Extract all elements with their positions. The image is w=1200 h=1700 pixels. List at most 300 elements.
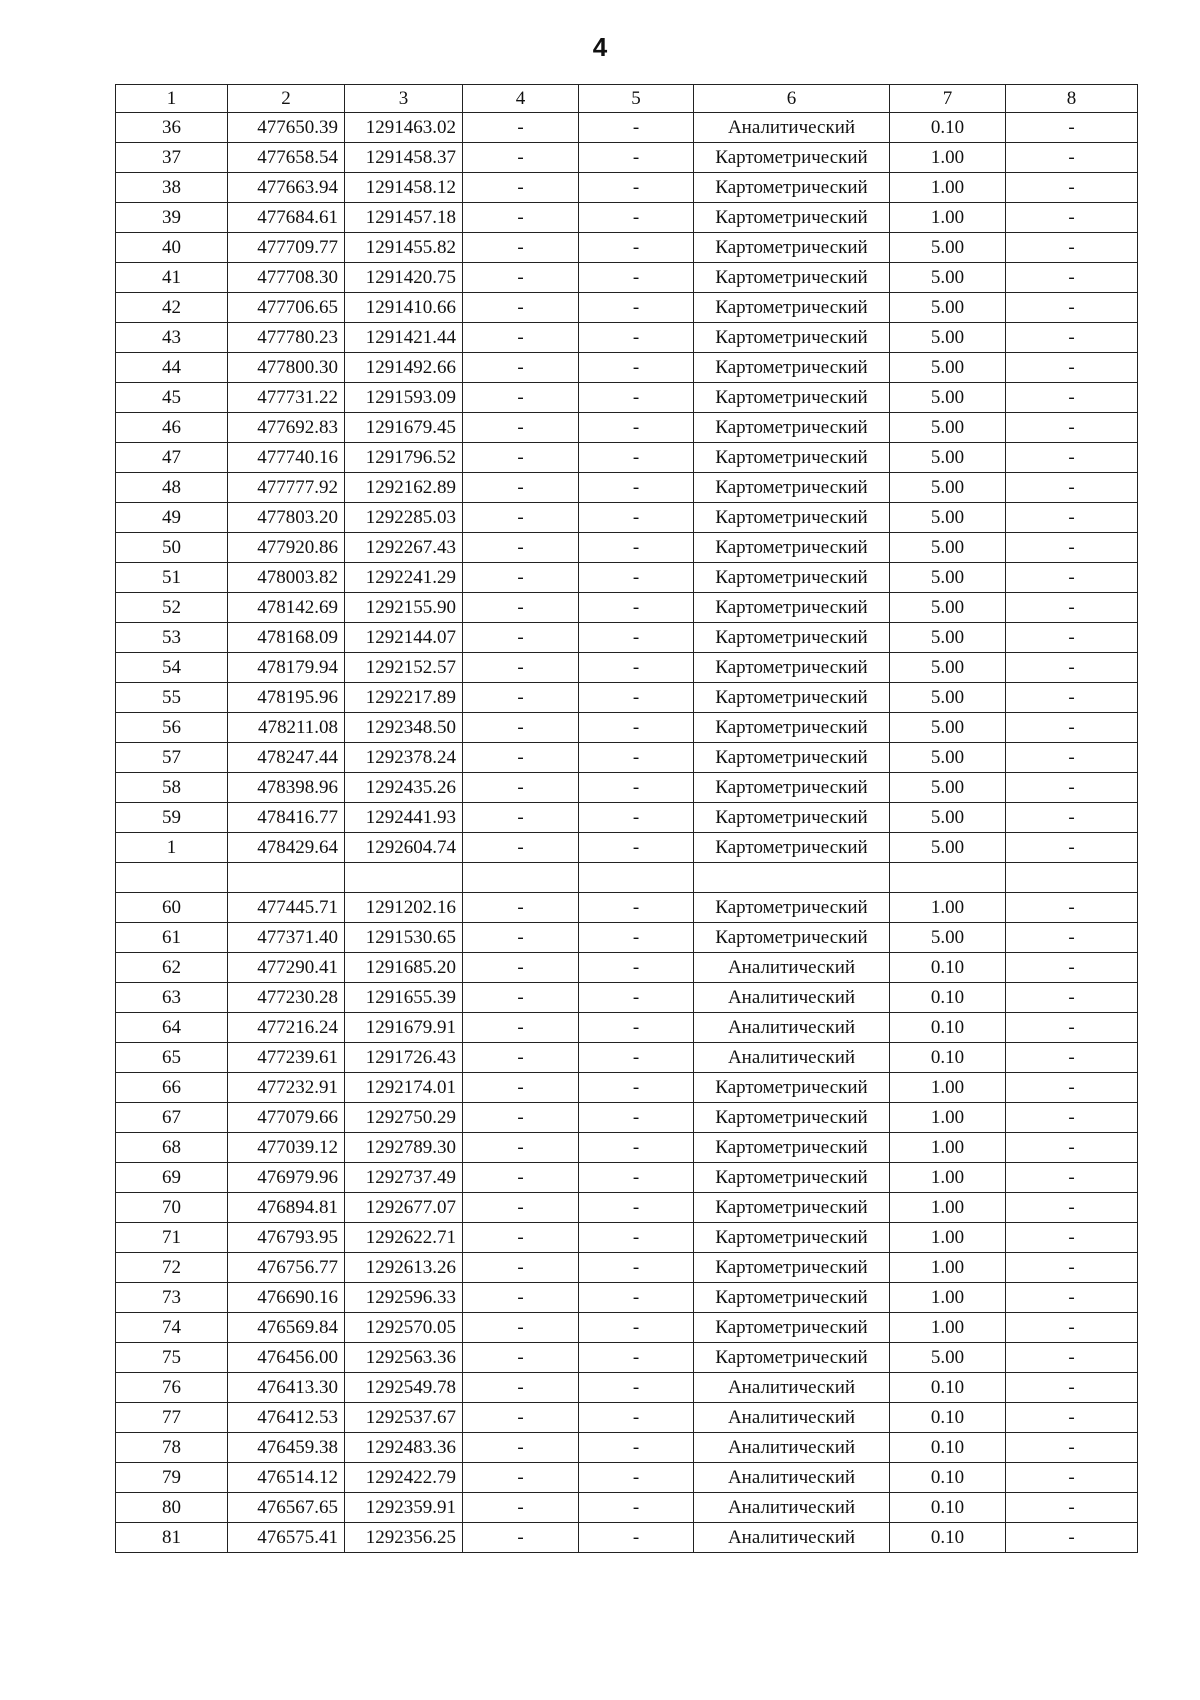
- col8-cell: -: [1006, 1343, 1138, 1373]
- method-cell: Картометрический: [694, 773, 890, 803]
- x-coordinate-cell: 476412.53: [228, 1403, 345, 1433]
- column-header: 1: [116, 85, 228, 113]
- y-coordinate-cell: 1291202.16: [345, 893, 463, 923]
- point-number-cell: 39: [116, 203, 228, 233]
- y-coordinate-cell: 1291685.20: [345, 953, 463, 983]
- col4-cell: -: [463, 983, 579, 1013]
- point-number-cell: 53: [116, 623, 228, 653]
- col5-cell: -: [579, 143, 694, 173]
- table-row: [116, 833, 1138, 863]
- table-row: [116, 743, 1138, 773]
- table-row: [116, 593, 1138, 623]
- col5-cell: -: [579, 683, 694, 713]
- accuracy-cell: 1.00: [890, 143, 1006, 173]
- x-coordinate-cell: 476690.16: [228, 1283, 345, 1313]
- table-row: [116, 1223, 1138, 1253]
- x-coordinate-cell: 477445.71: [228, 893, 345, 923]
- point-number-cell: 36: [116, 113, 228, 143]
- table-row: [116, 323, 1138, 353]
- table-row: [116, 773, 1138, 803]
- col8-cell: -: [1006, 893, 1138, 923]
- col8-cell: -: [1006, 1403, 1138, 1433]
- col4-cell: -: [463, 1403, 579, 1433]
- accuracy-cell: 1.00: [890, 1103, 1006, 1133]
- col4-cell: -: [463, 473, 579, 503]
- column-header: 6: [694, 85, 890, 113]
- col4-cell: -: [463, 1103, 579, 1133]
- col8-cell: -: [1006, 113, 1138, 143]
- method-cell: Картометрический: [694, 1133, 890, 1163]
- accuracy-cell: 5.00: [890, 923, 1006, 953]
- table-row: [116, 1403, 1138, 1433]
- col5-cell: -: [579, 263, 694, 293]
- x-coordinate-cell: 477920.86: [228, 533, 345, 563]
- col5-cell: -: [579, 1253, 694, 1283]
- col8-cell: -: [1006, 443, 1138, 473]
- method-cell: Аналитический: [694, 1013, 890, 1043]
- point-number-cell: 62: [116, 953, 228, 983]
- accuracy-cell: 5.00: [890, 593, 1006, 623]
- col8-cell: -: [1006, 1523, 1138, 1553]
- accuracy-cell: 5.00: [890, 653, 1006, 683]
- table-body: [116, 113, 1138, 1553]
- accuracy-cell: 5.00: [890, 1343, 1006, 1373]
- point-number-cell: 37: [116, 143, 228, 173]
- y-coordinate-cell: 1292596.33: [345, 1283, 463, 1313]
- col5-cell: -: [579, 173, 694, 203]
- point-number-cell: 41: [116, 263, 228, 293]
- point-number-cell: 45: [116, 383, 228, 413]
- accuracy-cell: 0.10: [890, 953, 1006, 983]
- y-coordinate-cell: 1292378.24: [345, 743, 463, 773]
- method-cell: Аналитический: [694, 1373, 890, 1403]
- accuracy-cell: 1.00: [890, 1313, 1006, 1343]
- table-row: [116, 113, 1138, 143]
- col8-cell: -: [1006, 953, 1138, 983]
- point-number-cell: 80: [116, 1493, 228, 1523]
- accuracy-cell: 5.00: [890, 413, 1006, 443]
- col4-cell: -: [463, 743, 579, 773]
- y-coordinate-cell: [345, 863, 463, 893]
- x-coordinate-cell: 477800.30: [228, 353, 345, 383]
- x-coordinate-cell: 476413.30: [228, 1373, 345, 1403]
- table-row: [116, 1433, 1138, 1463]
- col5-cell: -: [579, 1343, 694, 1373]
- y-coordinate-cell: 1292622.71: [345, 1223, 463, 1253]
- table-row: [116, 1253, 1138, 1283]
- col5-cell: -: [579, 1073, 694, 1103]
- accuracy-cell: 5.00: [890, 623, 1006, 653]
- y-coordinate-cell: 1292563.36: [345, 1343, 463, 1373]
- y-coordinate-cell: 1292537.67: [345, 1403, 463, 1433]
- accuracy-cell: 0.10: [890, 113, 1006, 143]
- table-row: [116, 1133, 1138, 1163]
- point-number-cell: 40: [116, 233, 228, 263]
- col4-cell: [463, 863, 579, 893]
- point-number-cell: 72: [116, 1253, 228, 1283]
- col4-cell: -: [463, 623, 579, 653]
- col4-cell: -: [463, 233, 579, 263]
- col5-cell: -: [579, 1193, 694, 1223]
- col4-cell: -: [463, 713, 579, 743]
- col4-cell: -: [463, 203, 579, 233]
- method-cell: Картометрический: [694, 263, 890, 293]
- method-cell: Картометрический: [694, 923, 890, 953]
- col4-cell: -: [463, 533, 579, 563]
- col4-cell: -: [463, 1253, 579, 1283]
- point-number-cell: 79: [116, 1463, 228, 1493]
- col5-cell: -: [579, 833, 694, 863]
- table-row: [116, 1523, 1138, 1553]
- y-coordinate-cell: 1291463.02: [345, 113, 463, 143]
- point-number-cell: 44: [116, 353, 228, 383]
- x-coordinate-cell: 477684.61: [228, 203, 345, 233]
- table-row: [116, 683, 1138, 713]
- col8-cell: -: [1006, 1463, 1138, 1493]
- method-cell: Картометрический: [694, 293, 890, 323]
- x-coordinate-cell: 476756.77: [228, 1253, 345, 1283]
- x-coordinate-cell: 477692.83: [228, 413, 345, 443]
- col5-cell: -: [579, 803, 694, 833]
- col5-cell: -: [579, 203, 694, 233]
- table-row: [116, 1043, 1138, 1073]
- x-coordinate-cell: 478179.94: [228, 653, 345, 683]
- accuracy-cell: 0.10: [890, 1403, 1006, 1433]
- col5-cell: -: [579, 1043, 694, 1073]
- accuracy-cell: 5.00: [890, 683, 1006, 713]
- point-number-cell: 74: [116, 1313, 228, 1343]
- x-coordinate-cell: 476456.00: [228, 1343, 345, 1373]
- accuracy-cell: 1.00: [890, 1223, 1006, 1253]
- method-cell: Картометрический: [694, 1223, 890, 1253]
- y-coordinate-cell: 1291655.39: [345, 983, 463, 1013]
- method-cell: Картометрический: [694, 443, 890, 473]
- col8-cell: -: [1006, 293, 1138, 323]
- method-cell: Аналитический: [694, 1523, 890, 1553]
- y-coordinate-cell: 1292570.05: [345, 1313, 463, 1343]
- column-header: 4: [463, 85, 579, 113]
- accuracy-cell: 0.10: [890, 1523, 1006, 1553]
- table-row: [116, 1283, 1138, 1313]
- col5-cell: -: [579, 653, 694, 683]
- x-coordinate-cell: 478168.09: [228, 623, 345, 653]
- accuracy-cell: 5.00: [890, 443, 1006, 473]
- method-cell: Картометрический: [694, 1343, 890, 1373]
- col5-cell: -: [579, 1223, 694, 1253]
- point-number-cell: 69: [116, 1163, 228, 1193]
- point-number-cell: 78: [116, 1433, 228, 1463]
- point-number-cell: 67: [116, 1103, 228, 1133]
- y-coordinate-cell: 1291679.45: [345, 413, 463, 443]
- col8-cell: -: [1006, 263, 1138, 293]
- table-row: [116, 1493, 1138, 1523]
- accuracy-cell: 5.00: [890, 263, 1006, 293]
- col4-cell: -: [463, 1463, 579, 1493]
- method-cell: Аналитический: [694, 1433, 890, 1463]
- col5-cell: -: [579, 1133, 694, 1163]
- point-number-cell: 1: [116, 833, 228, 863]
- x-coordinate-cell: 478195.96: [228, 683, 345, 713]
- col4-cell: -: [463, 1523, 579, 1553]
- col4-cell: -: [463, 113, 579, 143]
- y-coordinate-cell: 1292750.29: [345, 1103, 463, 1133]
- col4-cell: -: [463, 1373, 579, 1403]
- y-coordinate-cell: 1292359.91: [345, 1493, 463, 1523]
- col4-cell: -: [463, 1073, 579, 1103]
- col4-cell: -: [463, 503, 579, 533]
- y-coordinate-cell: 1291455.82: [345, 233, 463, 263]
- col4-cell: -: [463, 1343, 579, 1373]
- method-cell: Картометрический: [694, 413, 890, 443]
- col8-cell: -: [1006, 143, 1138, 173]
- method-cell: Картометрический: [694, 533, 890, 563]
- y-coordinate-cell: 1292483.36: [345, 1433, 463, 1463]
- accuracy-cell: 5.00: [890, 773, 1006, 803]
- table-row: [116, 1193, 1138, 1223]
- accuracy-cell: 5.00: [890, 713, 1006, 743]
- y-coordinate-cell: 1292348.50: [345, 713, 463, 743]
- col4-cell: -: [463, 1493, 579, 1523]
- method-cell: Картометрический: [694, 1313, 890, 1343]
- y-coordinate-cell: 1291796.52: [345, 443, 463, 473]
- x-coordinate-cell: 478398.96: [228, 773, 345, 803]
- method-cell: Картометрический: [694, 743, 890, 773]
- col8-cell: -: [1006, 353, 1138, 383]
- x-coordinate-cell: 477708.30: [228, 263, 345, 293]
- y-coordinate-cell: 1292435.26: [345, 773, 463, 803]
- y-coordinate-cell: 1292677.07: [345, 1193, 463, 1223]
- col4-cell: -: [463, 833, 579, 863]
- y-coordinate-cell: 1291492.66: [345, 353, 463, 383]
- col4-cell: -: [463, 1163, 579, 1193]
- method-cell: Картометрический: [694, 803, 890, 833]
- x-coordinate-cell: 477803.20: [228, 503, 345, 533]
- method-cell: Аналитический: [694, 983, 890, 1013]
- method-cell: Картометрический: [694, 893, 890, 923]
- x-coordinate-cell: [228, 863, 345, 893]
- x-coordinate-cell: 478429.64: [228, 833, 345, 863]
- col5-cell: -: [579, 1163, 694, 1193]
- point-number-cell: 60: [116, 893, 228, 923]
- x-coordinate-cell: 477740.16: [228, 443, 345, 473]
- table-row: [116, 1163, 1138, 1193]
- col8-cell: -: [1006, 803, 1138, 833]
- col5-cell: -: [579, 593, 694, 623]
- col8-cell: -: [1006, 833, 1138, 863]
- point-number-cell: 47: [116, 443, 228, 473]
- coordinates-table: [115, 84, 1138, 1553]
- y-coordinate-cell: 1292422.79: [345, 1463, 463, 1493]
- col8-cell: -: [1006, 1433, 1138, 1463]
- accuracy-cell: 5.00: [890, 833, 1006, 863]
- method-cell: Картометрический: [694, 1073, 890, 1103]
- column-header: 8: [1006, 85, 1138, 113]
- x-coordinate-cell: 476567.65: [228, 1493, 345, 1523]
- table-row: [116, 983, 1138, 1013]
- point-number-cell: 57: [116, 743, 228, 773]
- col8-cell: -: [1006, 1493, 1138, 1523]
- x-coordinate-cell: 477731.22: [228, 383, 345, 413]
- col8-cell: -: [1006, 563, 1138, 593]
- table-row: [116, 1343, 1138, 1373]
- method-cell: Аналитический: [694, 1493, 890, 1523]
- method-cell: Картометрический: [694, 383, 890, 413]
- point-number-cell: 59: [116, 803, 228, 833]
- col5-cell: -: [579, 1433, 694, 1463]
- method-cell: Картометрический: [694, 1283, 890, 1313]
- x-coordinate-cell: 476575.41: [228, 1523, 345, 1553]
- table-row: [116, 533, 1138, 563]
- col8-cell: -: [1006, 1133, 1138, 1163]
- column-header: 3: [345, 85, 463, 113]
- col5-cell: -: [579, 503, 694, 533]
- method-cell: Картометрический: [694, 1103, 890, 1133]
- col4-cell: -: [463, 1283, 579, 1313]
- method-cell: Картометрический: [694, 1253, 890, 1283]
- x-coordinate-cell: 477371.40: [228, 923, 345, 953]
- col4-cell: -: [463, 683, 579, 713]
- col8-cell: -: [1006, 1163, 1138, 1193]
- col5-cell: -: [579, 413, 694, 443]
- accuracy-cell: 1.00: [890, 1283, 1006, 1313]
- accuracy-cell: 1.00: [890, 1193, 1006, 1223]
- table-row: [116, 263, 1138, 293]
- x-coordinate-cell: 476894.81: [228, 1193, 345, 1223]
- x-coordinate-cell: 477706.65: [228, 293, 345, 323]
- col8-cell: -: [1006, 473, 1138, 503]
- col5-cell: -: [579, 563, 694, 593]
- col8-cell: -: [1006, 173, 1138, 203]
- x-coordinate-cell: 477216.24: [228, 1013, 345, 1043]
- x-coordinate-cell: 478247.44: [228, 743, 345, 773]
- point-number-cell: 75: [116, 1343, 228, 1373]
- point-number-cell: 63: [116, 983, 228, 1013]
- accuracy-cell: 0.10: [890, 1433, 1006, 1463]
- y-coordinate-cell: 1291679.91: [345, 1013, 463, 1043]
- method-cell: Картометрический: [694, 833, 890, 863]
- table-row: [116, 203, 1138, 233]
- col8-cell: -: [1006, 323, 1138, 353]
- method-cell: Картометрический: [694, 563, 890, 593]
- accuracy-cell: 1.00: [890, 893, 1006, 923]
- method-cell: [694, 863, 890, 893]
- col8-cell: -: [1006, 1283, 1138, 1313]
- column-header: 2: [228, 85, 345, 113]
- method-cell: Картометрический: [694, 1193, 890, 1223]
- point-number-cell: 70: [116, 1193, 228, 1223]
- col5-cell: -: [579, 1013, 694, 1043]
- table-row: [116, 1463, 1138, 1493]
- point-number-cell: 54: [116, 653, 228, 683]
- y-coordinate-cell: 1291458.37: [345, 143, 463, 173]
- table-row: [116, 293, 1138, 323]
- col4-cell: -: [463, 353, 579, 383]
- method-cell: Картометрический: [694, 683, 890, 713]
- column-header: 7: [890, 85, 1006, 113]
- table-row: [116, 1013, 1138, 1043]
- col4-cell: -: [463, 1043, 579, 1073]
- y-coordinate-cell: 1292241.29: [345, 563, 463, 593]
- x-coordinate-cell: 476569.84: [228, 1313, 345, 1343]
- col4-cell: -: [463, 953, 579, 983]
- table-row: [116, 443, 1138, 473]
- col8-cell: -: [1006, 773, 1138, 803]
- point-number-cell: 43: [116, 323, 228, 353]
- accuracy-cell: 1.00: [890, 1073, 1006, 1103]
- method-cell: Аналитический: [694, 113, 890, 143]
- col8-cell: -: [1006, 983, 1138, 1013]
- table-row: [116, 383, 1138, 413]
- col5-cell: -: [579, 983, 694, 1013]
- header-row: [116, 85, 1138, 113]
- point-number-cell: 58: [116, 773, 228, 803]
- col5-cell: -: [579, 1523, 694, 1553]
- col4-cell: -: [463, 443, 579, 473]
- y-coordinate-cell: 1292737.49: [345, 1163, 463, 1193]
- point-number-cell: 64: [116, 1013, 228, 1043]
- x-coordinate-cell: 477780.23: [228, 323, 345, 353]
- accuracy-cell: 1.00: [890, 1253, 1006, 1283]
- y-coordinate-cell: 1291726.43: [345, 1043, 463, 1073]
- col4-cell: -: [463, 923, 579, 953]
- table-row: [116, 143, 1138, 173]
- col5-cell: -: [579, 1283, 694, 1313]
- point-number-cell: 52: [116, 593, 228, 623]
- y-coordinate-cell: 1292155.90: [345, 593, 463, 623]
- col8-cell: -: [1006, 1193, 1138, 1223]
- x-coordinate-cell: 478003.82: [228, 563, 345, 593]
- x-coordinate-cell: 478142.69: [228, 593, 345, 623]
- y-coordinate-cell: 1292604.74: [345, 833, 463, 863]
- y-coordinate-cell: 1292441.93: [345, 803, 463, 833]
- accuracy-cell: 1.00: [890, 1133, 1006, 1163]
- col5-cell: -: [579, 1103, 694, 1133]
- col5-cell: -: [579, 1403, 694, 1433]
- table-row: [116, 1073, 1138, 1103]
- table-row: [116, 563, 1138, 593]
- y-coordinate-cell: 1292217.89: [345, 683, 463, 713]
- accuracy-cell: 5.00: [890, 563, 1006, 593]
- col8-cell: -: [1006, 533, 1138, 563]
- table-row: [116, 473, 1138, 503]
- y-coordinate-cell: 1291530.65: [345, 923, 463, 953]
- col8-cell: -: [1006, 743, 1138, 773]
- accuracy-cell: 1.00: [890, 203, 1006, 233]
- y-coordinate-cell: 1292152.57: [345, 653, 463, 683]
- col8-cell: -: [1006, 1013, 1138, 1043]
- col8-cell: -: [1006, 203, 1138, 233]
- col4-cell: -: [463, 1013, 579, 1043]
- y-coordinate-cell: 1292174.01: [345, 1073, 463, 1103]
- table-row: [116, 233, 1138, 263]
- col4-cell: -: [463, 1433, 579, 1463]
- col8-cell: -: [1006, 1043, 1138, 1073]
- method-cell: Картометрический: [694, 653, 890, 683]
- col4-cell: -: [463, 653, 579, 683]
- point-number-cell: 65: [116, 1043, 228, 1073]
- x-coordinate-cell: 478416.77: [228, 803, 345, 833]
- method-cell: Картометрический: [694, 173, 890, 203]
- x-coordinate-cell: 478211.08: [228, 713, 345, 743]
- table-row: [116, 173, 1138, 203]
- col5-cell: -: [579, 1373, 694, 1403]
- col4-cell: -: [463, 1193, 579, 1223]
- col4-cell: -: [463, 563, 579, 593]
- table-row: [116, 1313, 1138, 1343]
- point-number-cell: 51: [116, 563, 228, 593]
- col5-cell: -: [579, 533, 694, 563]
- table-row: [116, 413, 1138, 443]
